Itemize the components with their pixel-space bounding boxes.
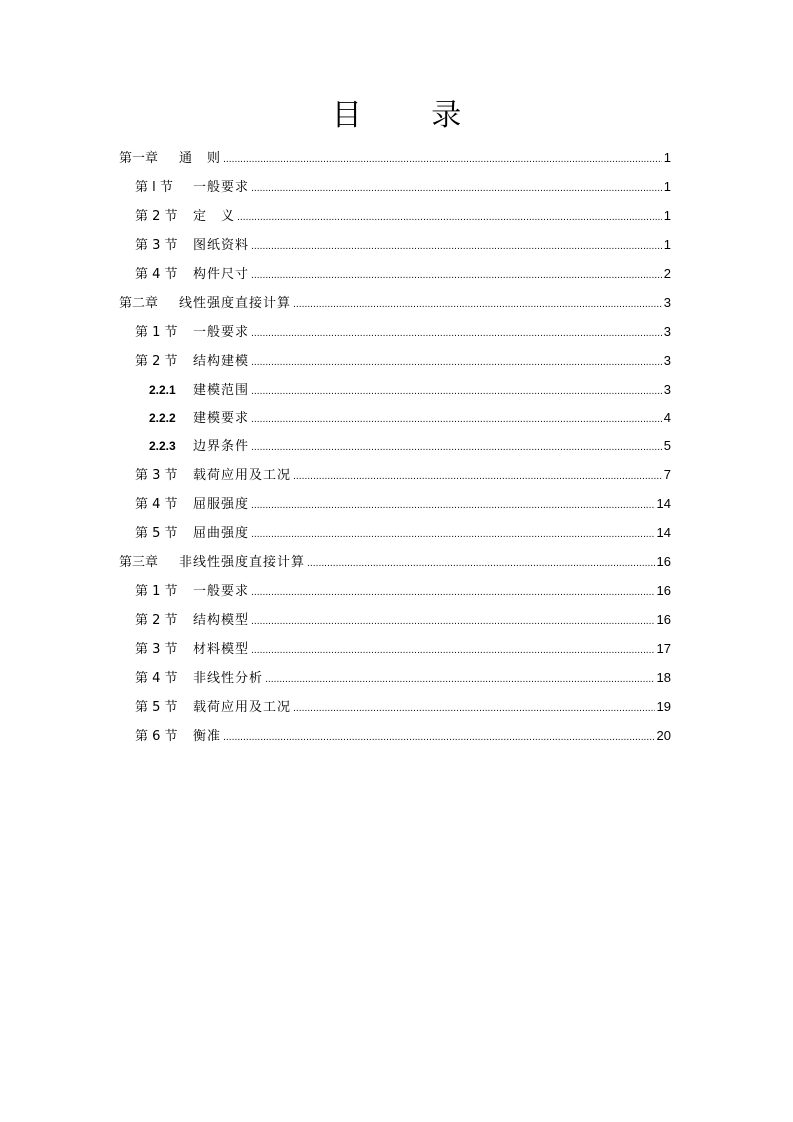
toc-entry[interactable] [135,204,671,228]
toc-entry[interactable] [119,146,671,170]
toc-entry-page: 16 [656,583,671,598]
toc-entry-number: 第 6 节 [135,729,178,744]
toc-entry[interactable] [119,550,671,574]
toc-entry-number: 第 3 节 [135,238,178,253]
toc-leader-dots [223,725,655,750]
toc-entry-page: 20 [656,728,671,743]
toc-entry-title: 结构模型 [193,613,250,628]
toc-entry-title: 载荷应用及工况 [193,700,292,715]
toc-entry-page: 1 [663,208,671,223]
toc-leader-dots [251,263,662,288]
toc-leader-dots [293,464,662,489]
toc-leader-dots [293,292,662,317]
toc-entry-title: 材料模型 [193,642,250,657]
toc-entry-number: 2.2.3 [149,439,176,453]
toc-entry-page: 2 [663,266,671,281]
toc-title: 目 录 [331,98,492,133]
toc-entry-number: 2.2.1 [149,383,176,397]
toc-leader-dots [251,522,655,547]
toc-entry-title: 一般要求 [193,584,250,599]
toc-entry[interactable] [135,492,671,516]
toc-entry[interactable] [149,406,671,430]
toc-entry[interactable] [135,724,671,748]
toc-leader-dots [251,234,662,259]
toc-entry-page: 18 [656,670,671,685]
toc-entry-number: 第 4 节 [135,671,178,686]
toc-entry-page: 3 [663,324,671,339]
toc-entry-page: 1 [663,237,671,252]
toc-entry-number: 第 3 节 [135,468,178,483]
toc-leader-dots [251,638,655,663]
toc-entry-number: 2.2.2 [149,411,176,425]
toc-entry-number: 第 l 节 [135,180,173,195]
toc-entry-title: 屈服强度 [193,497,250,512]
toc-entry-number: 第 5 节 [135,526,178,541]
toc-leader-dots [251,350,662,375]
toc-entry-page: 1 [663,179,671,194]
toc-entry-title: 一般要求 [193,180,250,195]
toc-entry-title: 定 义 [193,209,236,224]
toc-entry[interactable] [135,637,671,661]
toc-leader-dots [251,321,662,346]
toc-entry-page: 5 [663,438,671,453]
toc-leader-dots [265,667,655,692]
toc-leader-dots [223,147,662,172]
toc-entry[interactable] [135,666,671,690]
toc-entry-title: 屈曲强度 [193,526,250,541]
toc-entry-number: 第三章 [119,555,159,570]
toc-leader-dots [251,580,655,605]
toc-entry-page: 14 [656,496,671,511]
toc-entry-number: 第 2 节 [135,354,178,369]
toc-leader-dots [293,696,655,721]
toc-entry-number: 第 4 节 [135,497,178,512]
toc-leader-dots [251,379,662,404]
toc-entry[interactable] [119,291,671,315]
toc-leader-dots [251,407,662,432]
toc-entry-page: 17 [656,641,671,656]
toc-entry-number: 第一章 [119,151,159,166]
toc-entry-page: 3 [663,382,671,397]
toc-entry-number: 第 4 节 [135,267,178,282]
toc-entry-page: 16 [656,554,671,569]
toc-entry[interactable] [135,463,671,487]
toc-entry-title: 边界条件 [193,439,250,454]
toc-entry[interactable] [135,262,671,286]
toc-entry-number: 第 1 节 [135,325,178,340]
toc-entry-page: 3 [663,295,671,310]
toc-leader-dots [251,176,662,201]
toc-entry-page: 16 [656,612,671,627]
toc-entry-title: 线性强度直接计算 [179,296,292,311]
toc-entry[interactable] [135,608,671,632]
toc-entry[interactable] [135,695,671,719]
toc-entry-number: 第 1 节 [135,584,178,599]
toc-entry[interactable] [135,320,671,344]
toc-entry[interactable] [135,175,671,199]
toc-entry-number: 第 5 节 [135,700,178,715]
toc-entry-page: 19 [656,699,671,714]
toc-entry-title: 非线性分析 [193,671,264,686]
toc-leader-dots [251,493,655,518]
toc-entry[interactable] [149,434,671,458]
toc-entry-page: 7 [663,467,671,482]
toc-entry-page: 1 [663,150,671,165]
toc-entry[interactable] [149,378,671,402]
toc-leader-dots [237,205,662,230]
toc-entry-page: 14 [656,525,671,540]
toc-entry-title: 图纸资料 [193,238,250,253]
toc-entry[interactable] [135,579,671,603]
toc-entry-title: 通 则 [179,151,222,166]
toc-entry[interactable] [135,521,671,545]
toc-entry-title: 建模范围 [193,383,250,398]
toc-entry-title: 结构建模 [193,354,250,369]
toc-entry[interactable] [135,233,671,257]
toc-entry-title: 构件尺寸 [193,267,250,282]
toc-entry-title: 一般要求 [193,325,250,340]
toc-leader-dots [251,435,662,460]
toc-leader-dots [251,609,655,634]
toc-entry-title: 建模要求 [193,411,250,426]
toc-entry-number: 第 2 节 [135,613,178,628]
toc-entry-title: 衡准 [193,729,222,744]
toc-leader-dots [307,551,655,576]
toc-entry-title: 载荷应用及工况 [193,468,292,483]
toc-entry-number: 第 3 节 [135,642,178,657]
toc-entry-title: 非线性强度直接计算 [179,555,306,570]
toc-entry-page: 3 [663,353,671,368]
toc-entry[interactable] [135,349,671,373]
toc-entry-number: 第二章 [119,296,159,311]
toc-entry-number: 第 2 节 [135,209,178,224]
toc-entry-page: 4 [663,410,671,425]
